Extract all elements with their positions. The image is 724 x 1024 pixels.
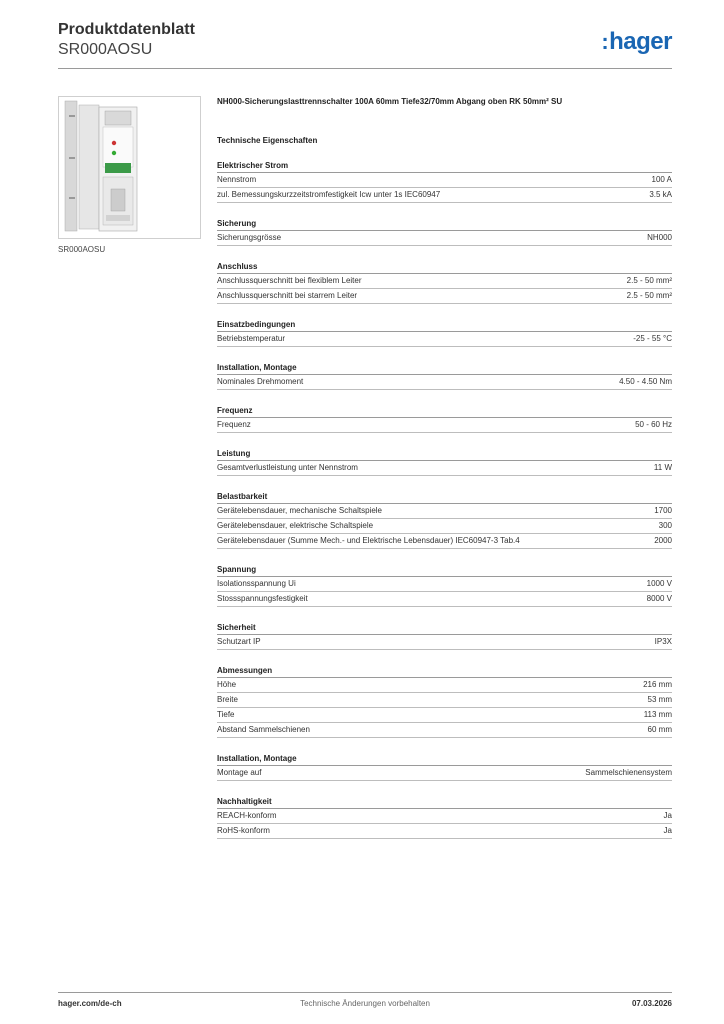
property-value: 3.5 kA: [649, 190, 672, 199]
property-section: [217, 405, 672, 433]
main-content: [217, 97, 672, 839]
property-value: 4.50 - 4.50 Nm: [619, 377, 672, 386]
property-value: Sammelschienensystem: [585, 768, 672, 777]
logo-text: hager: [609, 28, 672, 55]
property-section: [217, 665, 672, 738]
page-header: [58, 20, 672, 60]
footer-date: 07.03.2026: [631, 999, 672, 1008]
section-title: Anschluss: [217, 261, 672, 274]
footer-notice: Technische Änderungen vorbehalten: [300, 999, 430, 1008]
property-row: [217, 592, 672, 607]
section-title: Installation, Montage: [217, 362, 672, 375]
property-section: [217, 261, 672, 304]
property-label: Anschlussquerschnitt bei starrem Leiter: [217, 291, 358, 300]
property-value: 11 W: [653, 463, 672, 472]
property-row: [217, 231, 672, 246]
property-row: [217, 693, 672, 708]
property-label: Nominales Drehmoment: [217, 377, 304, 386]
section-title: Nachhaltigkeit: [217, 796, 672, 809]
product-title: NH000-Sicherungslasttrennschalter 100A 60mm Tiefe32/70mm Abgang oben RK 50mm² SU: [217, 97, 563, 106]
property-label: zul. Bemessungskurzzeitstromfestigkeit Icw unter 1s IEC60947: [217, 190, 441, 199]
property-label: Gerätelebensdauer (Summe Mech.- und Elektrische Lebensdauer) IEC60947-3 Tab.4: [217, 536, 520, 545]
property-row: [217, 332, 672, 347]
property-label: Abstand Sammelschienen: [217, 725, 310, 734]
property-value: -25 - 55 °C: [633, 334, 672, 343]
property-value: 2.5 - 50 mm²: [626, 276, 672, 285]
property-section: [217, 218, 672, 246]
product-code: SR000AOSU: [58, 41, 153, 58]
section-title: Installation, Montage: [217, 753, 672, 766]
property-label: Sicherungsgrösse: [217, 233, 282, 242]
property-section: [217, 362, 672, 390]
section-title: Sicherheit: [217, 622, 672, 635]
section-title: Leistung: [217, 448, 672, 461]
property-row: [217, 289, 672, 304]
property-row: [217, 504, 672, 519]
property-label: RoHS-konform: [217, 826, 270, 835]
property-value: 50 - 60 Hz: [635, 420, 672, 429]
property-section: [217, 319, 672, 347]
property-value: IP3X: [654, 637, 672, 646]
property-label: REACH-konform: [217, 811, 277, 820]
property-label: Stossspannungsfestigkeit: [217, 594, 308, 603]
property-section: [217, 564, 672, 607]
property-value: 2000: [654, 536, 672, 545]
property-row: [217, 375, 672, 390]
section-title: Abmessungen: [217, 665, 672, 678]
product-image: [58, 96, 201, 239]
footer-website[interactable]: hager.com/de-ch: [58, 999, 122, 1008]
property-row: [217, 678, 672, 693]
property-value: 53 mm: [647, 695, 672, 704]
property-row: [217, 173, 672, 188]
property-row: [217, 635, 672, 650]
property-value: 1000 V: [646, 579, 672, 588]
property-section: [217, 796, 672, 839]
property-label: Isolationsspannung Ui: [217, 579, 296, 588]
property-row: [217, 577, 672, 592]
property-value: Ja: [663, 811, 672, 820]
header-divider: [58, 68, 672, 69]
property-row: [217, 274, 672, 289]
property-row: [217, 723, 672, 738]
section-title: Einsatzbedingungen: [217, 319, 672, 332]
section-title: Frequenz: [217, 405, 672, 418]
property-label: Nennstrom: [217, 175, 257, 184]
section-title: Sicherung: [217, 218, 672, 231]
property-value: 216 mm: [643, 680, 672, 689]
fuse-switch-image-icon: [59, 97, 200, 238]
page-footer: [58, 992, 672, 1007]
property-value: 113 mm: [643, 710, 672, 719]
property-label: Gesamtverlustleistung unter Nennstrom: [217, 463, 358, 472]
property-section: [217, 160, 672, 203]
image-caption: SR000AOSU: [58, 245, 106, 254]
property-label: Anschlussquerschnitt bei flexiblem Leiter: [217, 276, 362, 285]
property-section: [217, 753, 672, 781]
property-label: Betriebstemperatur: [217, 334, 286, 343]
property-value: 1700: [654, 506, 672, 515]
technical-properties-heading: Technische Eigenschaften: [217, 136, 318, 145]
property-section: [217, 622, 672, 650]
property-label: Montage auf: [217, 768, 262, 777]
property-label: Frequenz: [217, 420, 251, 429]
hager-logo: [601, 28, 672, 56]
property-value: 2.5 - 50 mm²: [626, 291, 672, 300]
property-label: Tiefe: [217, 710, 235, 719]
section-title: Belastbarkeit: [217, 491, 672, 504]
section-title: Spannung: [217, 564, 672, 577]
property-row: [217, 418, 672, 433]
property-row: [217, 809, 672, 824]
property-row: [217, 188, 672, 203]
property-section: [217, 491, 672, 549]
property-value: 100 A: [651, 175, 672, 184]
property-sections: [217, 160, 672, 839]
document-title: Produktdatenblatt: [58, 21, 195, 38]
property-row: [217, 766, 672, 781]
property-value: 300: [658, 521, 672, 530]
property-value: 8000 V: [646, 594, 672, 603]
section-title: Elektrischer Strom: [217, 160, 672, 173]
logo-dots-icon: :: [601, 29, 609, 54]
property-row: [217, 534, 672, 549]
property-row: [217, 708, 672, 723]
property-row: [217, 461, 672, 476]
property-value: 60 mm: [647, 725, 672, 734]
property-value: NH000: [647, 233, 672, 242]
property-label: Gerätelebensdauer, mechanische Schaltspiele: [217, 506, 382, 515]
property-label: Gerätelebensdauer, elektrische Schaltspiele: [217, 521, 374, 530]
property-row: [217, 519, 672, 534]
property-value: Ja: [663, 826, 672, 835]
property-label: Höhe: [217, 680, 237, 689]
property-row: [217, 824, 672, 839]
property-label: Breite: [217, 695, 238, 704]
property-section: [217, 448, 672, 476]
property-label: Schutzart IP: [217, 637, 261, 646]
